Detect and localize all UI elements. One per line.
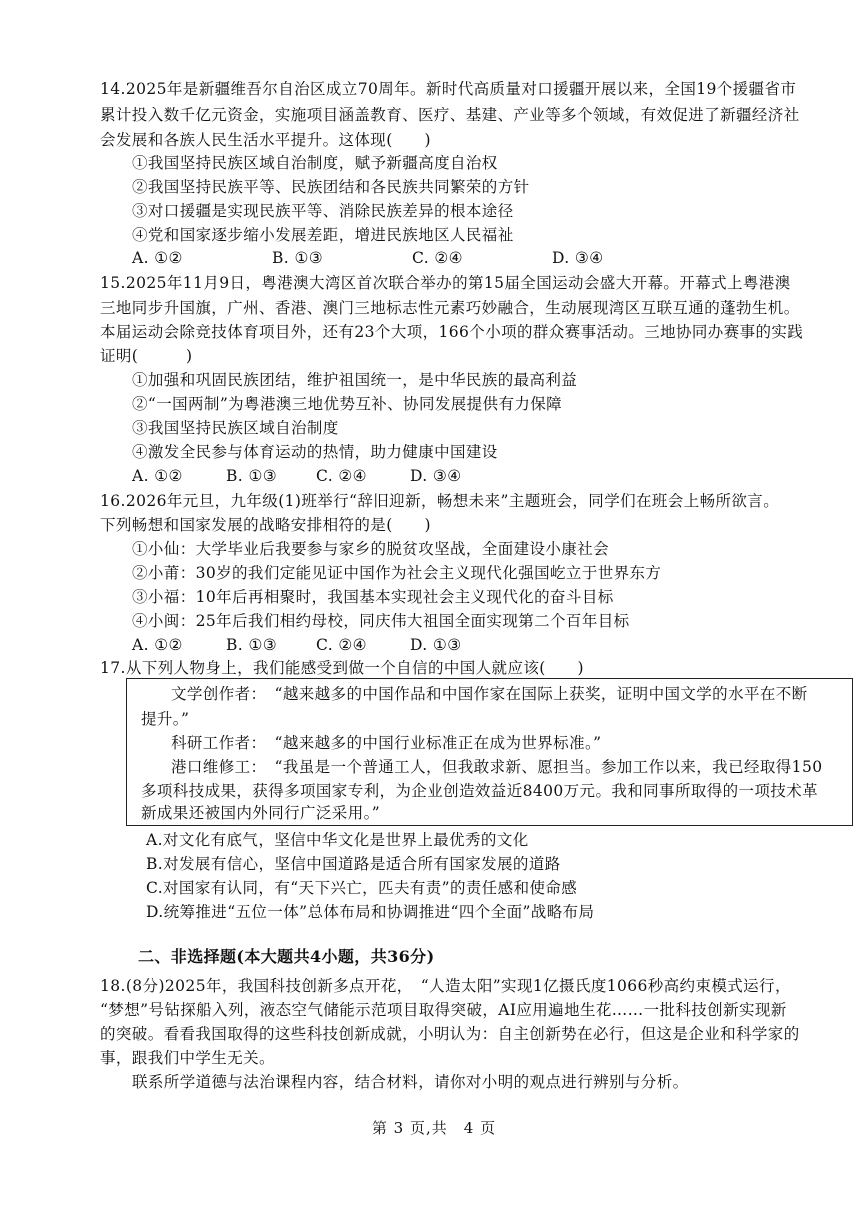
- q14-stem-line-1: 14.2025年是新疆维吾尔自治区成立70周年。新时代高质量对口援疆开展以来，全国19个援疆省市: [100, 80, 797, 98]
- q16-stem-line-1: 16.2026年元旦，九年级(1)班举行“辞旧迎新，畅想未来”主题班会，同学们在班会上畅所欲言。: [100, 492, 780, 510]
- q14-statement-1: ①我国坚持民族区域自治制度，赋予新疆高度自治权: [132, 154, 498, 172]
- q18-stem-line-4: 事，跟我们中学生无关。: [100, 1049, 275, 1067]
- q14-statement-3: ③对口援疆是实现民族平等、消除民族差异的根本途径: [132, 202, 514, 220]
- q18-stem-line-3: 的突破。看看我国取得的这些科技创新成就，小明认为：自主创新势在必行，但这是企业和科学家的: [100, 1025, 800, 1043]
- q17-material-writer: 文学创作者： “越来越多的中国作品和中国作家在国际上获奖，证明中国文学的水平在不断: [171, 685, 808, 703]
- q17-material-worker-cont-1: 多项科技成果，获得多项国家专利，为企业创造效益近8400万元。我和同事所取得的一项技术革: [141, 782, 819, 800]
- q14-choice-a: A. ①②: [132, 249, 183, 267]
- q16-statement-4: ④小闽：25年后我们相约母校，同庆伟大祖国全面实现第二个百年目标: [132, 612, 630, 630]
- q17-material-researcher: 科研工作者： “越来越多的中国行业标准正在成为世界标准。”: [171, 734, 602, 752]
- q15-choice-d: D. ③④: [410, 467, 462, 485]
- q16-choice-b: B. ①③: [226, 636, 278, 654]
- q15-choices: [132, 465, 462, 487]
- q16-statement-3: ③小福：10年后再相聚时，我国基本实现社会主义现代化的奋斗目标: [132, 588, 614, 606]
- q17-material-worker: 港口维修工： “我虽是一个普通工人，但我敢求新、愿担当。参加工作以来，我已经取得150: [171, 758, 823, 776]
- section-2-heading: 二、非选择题(本大题共4小题，共36分): [138, 947, 435, 966]
- q15-statement-2: ②“一国两制”为粤港澳三地优势互补、协同发展提供有力保障: [132, 395, 563, 413]
- q15-stem-line-1: 15.2025年11月9日，粤港澳大湾区首次联合举办的第15届全国运动会盛大开幕。开幕式上粤港澳: [100, 274, 791, 292]
- q15-choice-c: C. ②④: [316, 467, 367, 485]
- page-footer: 第 3 页,共 4 页: [371, 1119, 497, 1137]
- q16-stem-line-2: 下列畅想和国家发展的战略安排相符的是( ): [100, 516, 431, 534]
- q14-stem-line-2: 累计投入数千亿元资金，实施项目涵盖教育、医疗、基建、产业等多个领域，有效促进了新疆经济社: [100, 106, 800, 124]
- q15-statement-4: ④激发全民参与体育运动的热情，助力健康中国建设: [132, 443, 498, 461]
- q14-stem-line-3: 会发展和各族人民生活水平提升。这体现( ): [100, 131, 431, 149]
- q17-choice-d: D.统筹推进“五位一体”总体布局和协调推进“四个全面”战略布局: [146, 903, 595, 921]
- q16-statement-2: ②小莆：30岁的我们定能见证中国作为社会主义现代化强国屹立于世界东方: [132, 564, 662, 582]
- q15-choice-b: B. ①③: [226, 467, 278, 485]
- q14-choices: [132, 247, 604, 269]
- q17-stem: 17.从下列人物身上，我们能感受到做一个自信的中国人就应该( ): [100, 659, 584, 677]
- q16-choices: [132, 634, 462, 656]
- q17-material-worker-cont-2: 新成果还被国内外同行广泛采用。”: [141, 804, 381, 822]
- q18-stem-line-1: 18.(8分)2025年，我国科技创新多点开花， “人造太阳”实现1亿摄氏度1066秒高约束模式运行，: [100, 977, 791, 995]
- q17-choice-a: A.对文化有底气，坚信中华文化是世界上最优秀的文化: [146, 831, 529, 849]
- q15-statement-3: ③我国坚持民族区域自治制度: [132, 419, 339, 437]
- q15-stem-line-3: 本届运动会除竞技体育项目外，还有23个大项，166个小项的群众赛事活动。三地协同办赛事的实践: [100, 323, 804, 341]
- q16-choice-a: A. ①②: [132, 636, 183, 654]
- q17-choice-c: C.对国家有认同，有“天下兴亡，匹夫有责”的责任感和使命感: [146, 879, 578, 897]
- q15-choice-a: A. ①②: [132, 467, 183, 485]
- q14-statement-4: ④党和国家逐步缩小发展差距，增进民族地区人民福祉: [132, 226, 514, 244]
- q15-stem-line-4: 证明( ): [100, 347, 193, 365]
- q15-statement-1: ①加强和巩固民族团结，维护祖国统一，是中华民族的最高利益: [132, 371, 578, 389]
- q15-stem-line-2: 三地同步升国旗，广州、香港、澳门三地标志性元素巧妙融合，生动展现湾区互联互通的蓬勃生机。: [100, 299, 800, 317]
- q16-statement-1: ①小仙：大学毕业后我要参与家乡的脱贫攻坚战，全面建设小康社会: [132, 540, 610, 558]
- q14-choice-c: C. ②④: [412, 249, 463, 267]
- q17-material-writer-cont: 提升。”: [141, 710, 190, 728]
- q14-choice-d: D. ③④: [552, 249, 604, 267]
- q18-instruction: 联系所学道德与法治课程内容，结合材料，请你对小明的观点进行辨别与分析。: [132, 1073, 689, 1091]
- q18-stem-line-2: “梦想”号钻探船入列，液态空气储能示范项目取得突破，AI应用遍地生花……一批科技创新实现新: [100, 1001, 787, 1019]
- q16-choice-c: C. ②④: [316, 636, 367, 654]
- q14-choice-b: B. ①③: [272, 249, 324, 267]
- q17-choice-b: B.对发展有信心，坚信中国道路是适合所有国家发展的道路: [146, 855, 561, 873]
- q14-statement-2: ②我国坚持民族平等、民族团结和各民族共同繁荣的方针: [132, 178, 530, 196]
- q16-choice-d: D. ①③: [410, 636, 462, 654]
- q17-material-box: [126, 678, 853, 826]
